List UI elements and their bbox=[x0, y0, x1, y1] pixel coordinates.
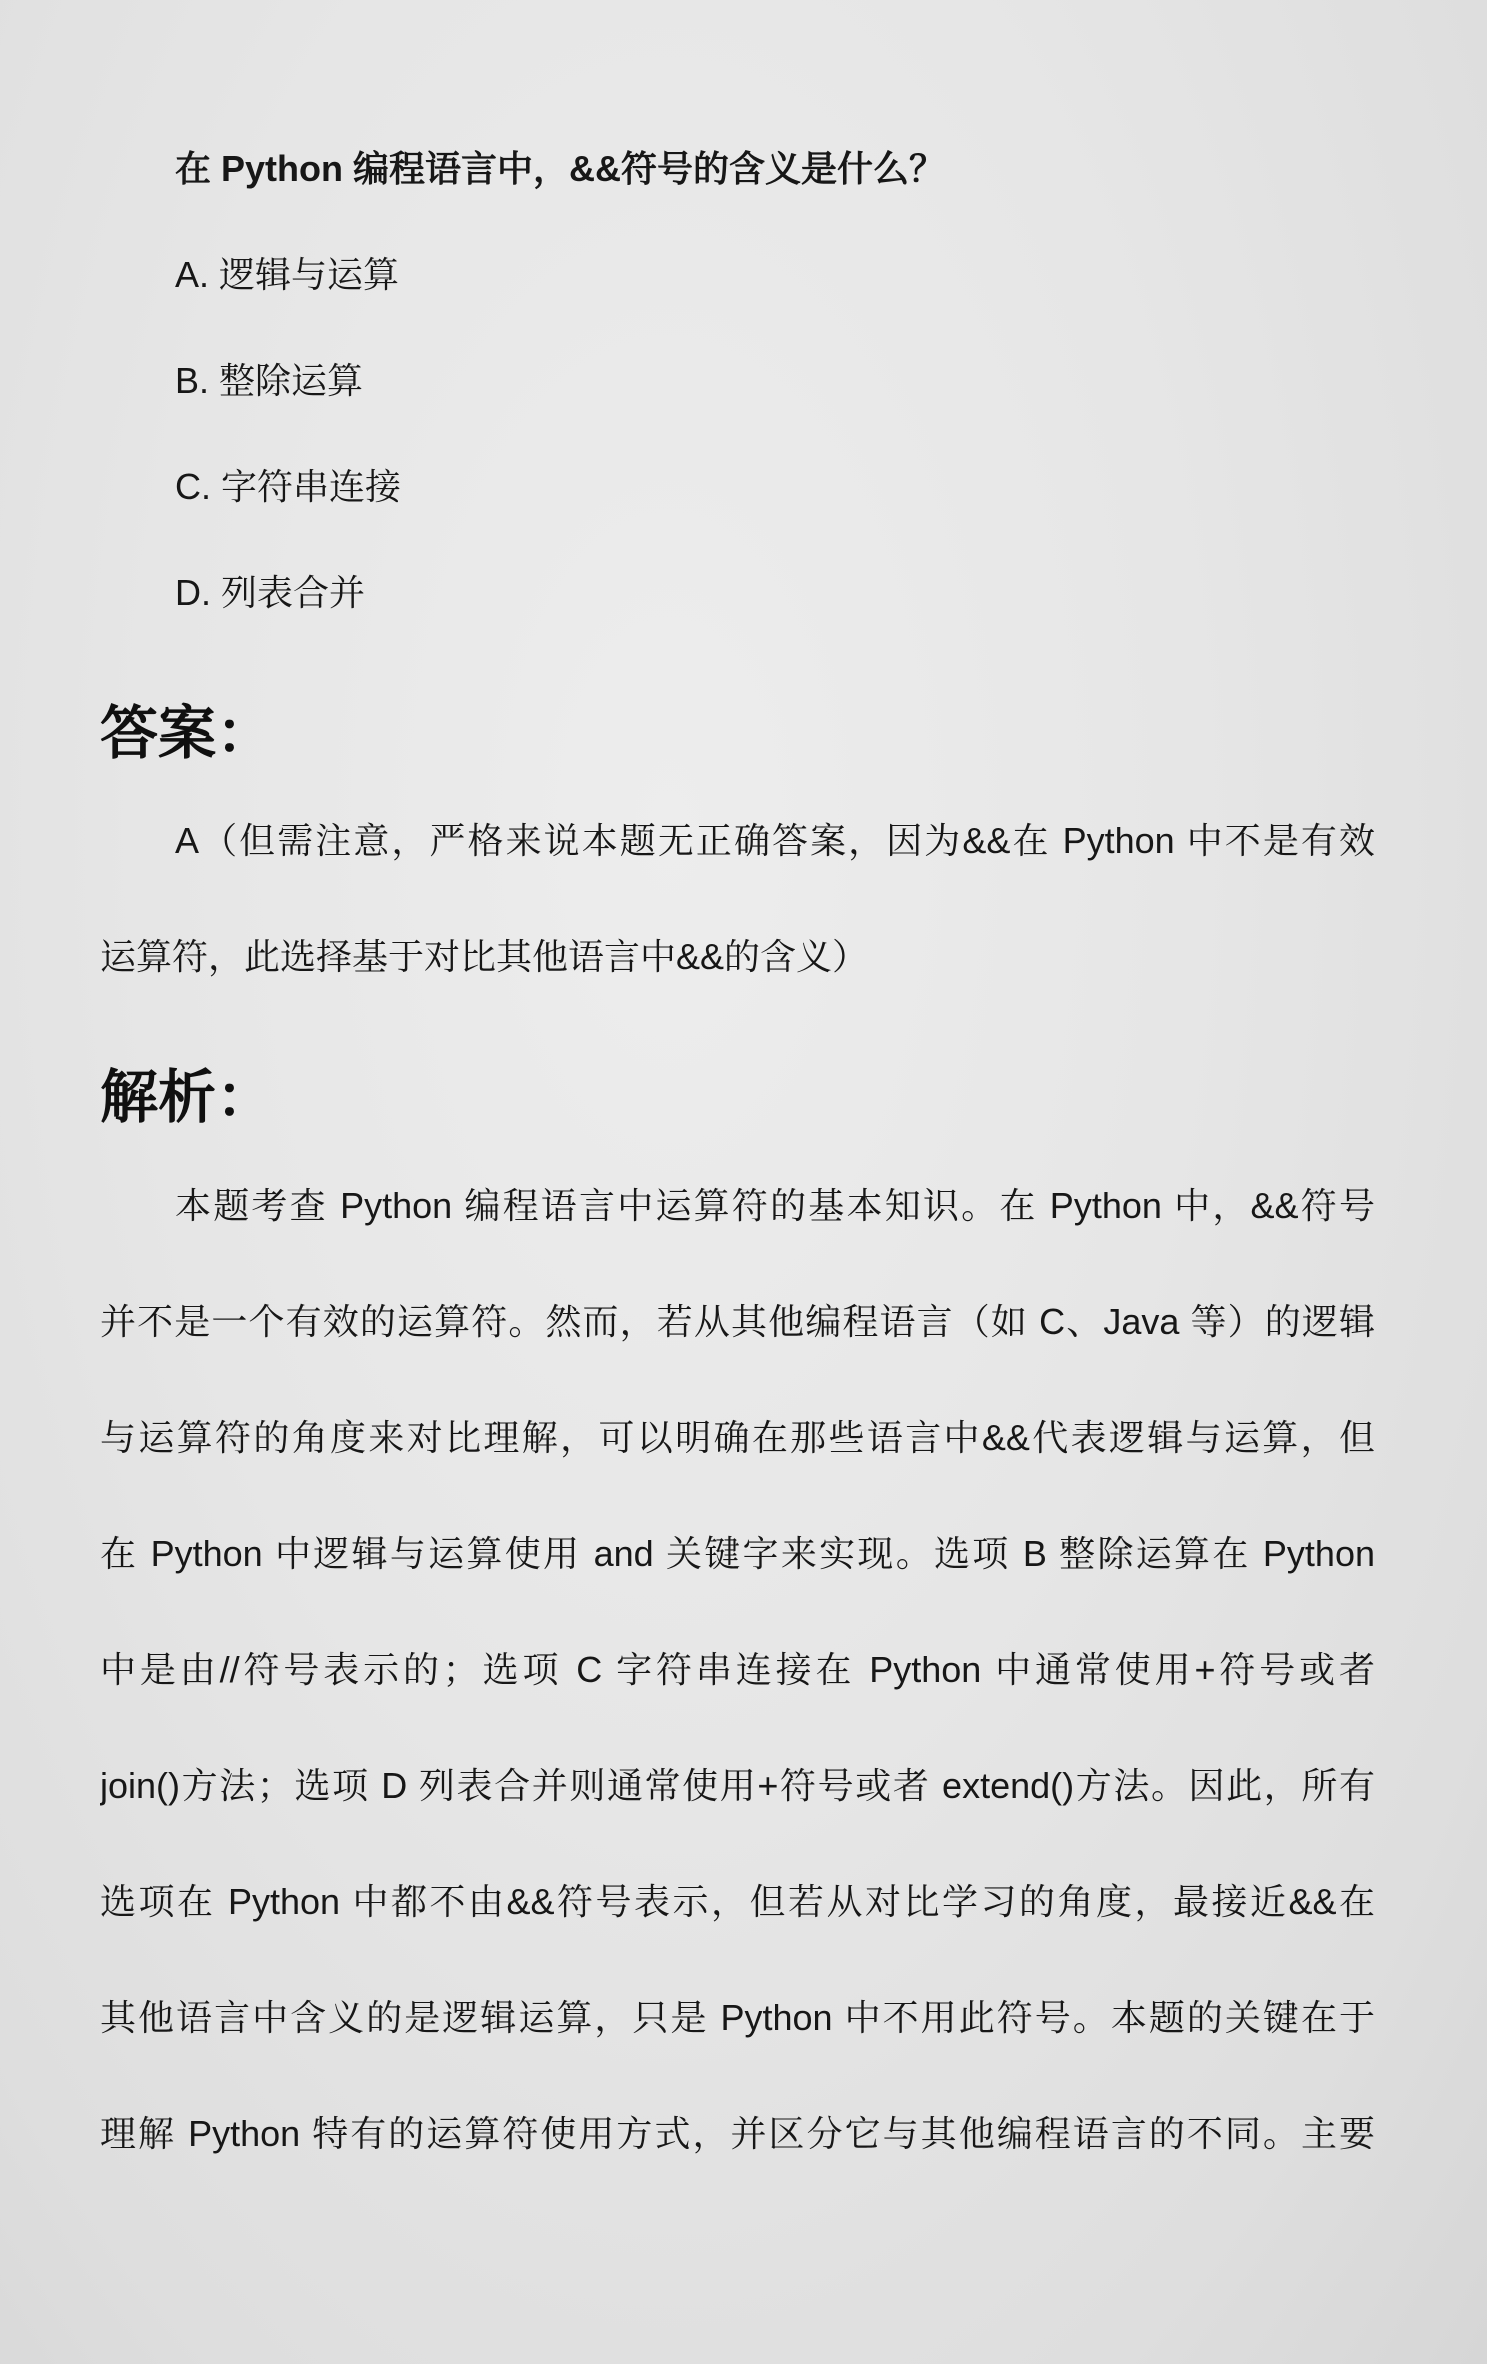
question-block bbox=[175, 116, 1375, 646]
answer-line: 运算符，此选择基于对比其他语言中&&的含义） bbox=[100, 936, 869, 977]
analysis-line: 在 Python 中逻辑与运算使用 and 关键字来实现。选项 B 整除运算在 Python bbox=[100, 1533, 1375, 1574]
analysis-heading: 解析： bbox=[100, 1065, 275, 1130]
analysis-line: 其他语言中含义的是逻辑运算，只是 Python 中不用此符号。本题的关键在于 bbox=[100, 1997, 1375, 2038]
analysis-line: 并不是一个有效的运算符。然而，若从其他编程语言（如 C、Java 等）的逻辑 bbox=[100, 1301, 1375, 1342]
analysis-line: 与运算符的角度来对比理解，可以明确在那些语言中&&代表逻辑与运算，但 bbox=[100, 1417, 1375, 1458]
option-b: B. 整除运算 bbox=[175, 360, 364, 401]
analysis-line: 本题考查 Python 编程语言中运算符的基本知识。在 Python 中，&&符号 bbox=[175, 1185, 1375, 1226]
answer-heading: 答案： bbox=[100, 701, 275, 766]
answer-paragraph bbox=[100, 783, 1375, 1015]
analysis-paragraph bbox=[100, 1148, 1375, 2192]
option-d: D. 列表合并 bbox=[175, 572, 366, 613]
option-a: A. 逻辑与运算 bbox=[175, 254, 400, 295]
analysis-line: 理解 Python 特有的运算符使用方式，并区分它与其他编程语言的不同。主要 bbox=[100, 2113, 1375, 2154]
analysis-line: join()方法；选项 D 列表合并则通常使用+符号或者 extend()方法。因此，所有 bbox=[100, 1765, 1375, 1806]
option-c: C. 字符串连接 bbox=[175, 466, 402, 507]
answer-line: A（但需注意，严格来说本题无正确答案，因为&&在 Python 中不是有效 bbox=[175, 820, 1375, 861]
analysis-line: 中是由//符号表示的；选项 C 字符串连接在 Python 中通常使用+符号或者 bbox=[100, 1649, 1375, 1690]
analysis-line: 选项在 Python 中都不由&&符号表示，但若从对比学习的角度，最接近&&在 bbox=[100, 1881, 1375, 1922]
question-stem: 在 Python 编程语言中，&&符号的含义是什么？ bbox=[175, 148, 945, 189]
